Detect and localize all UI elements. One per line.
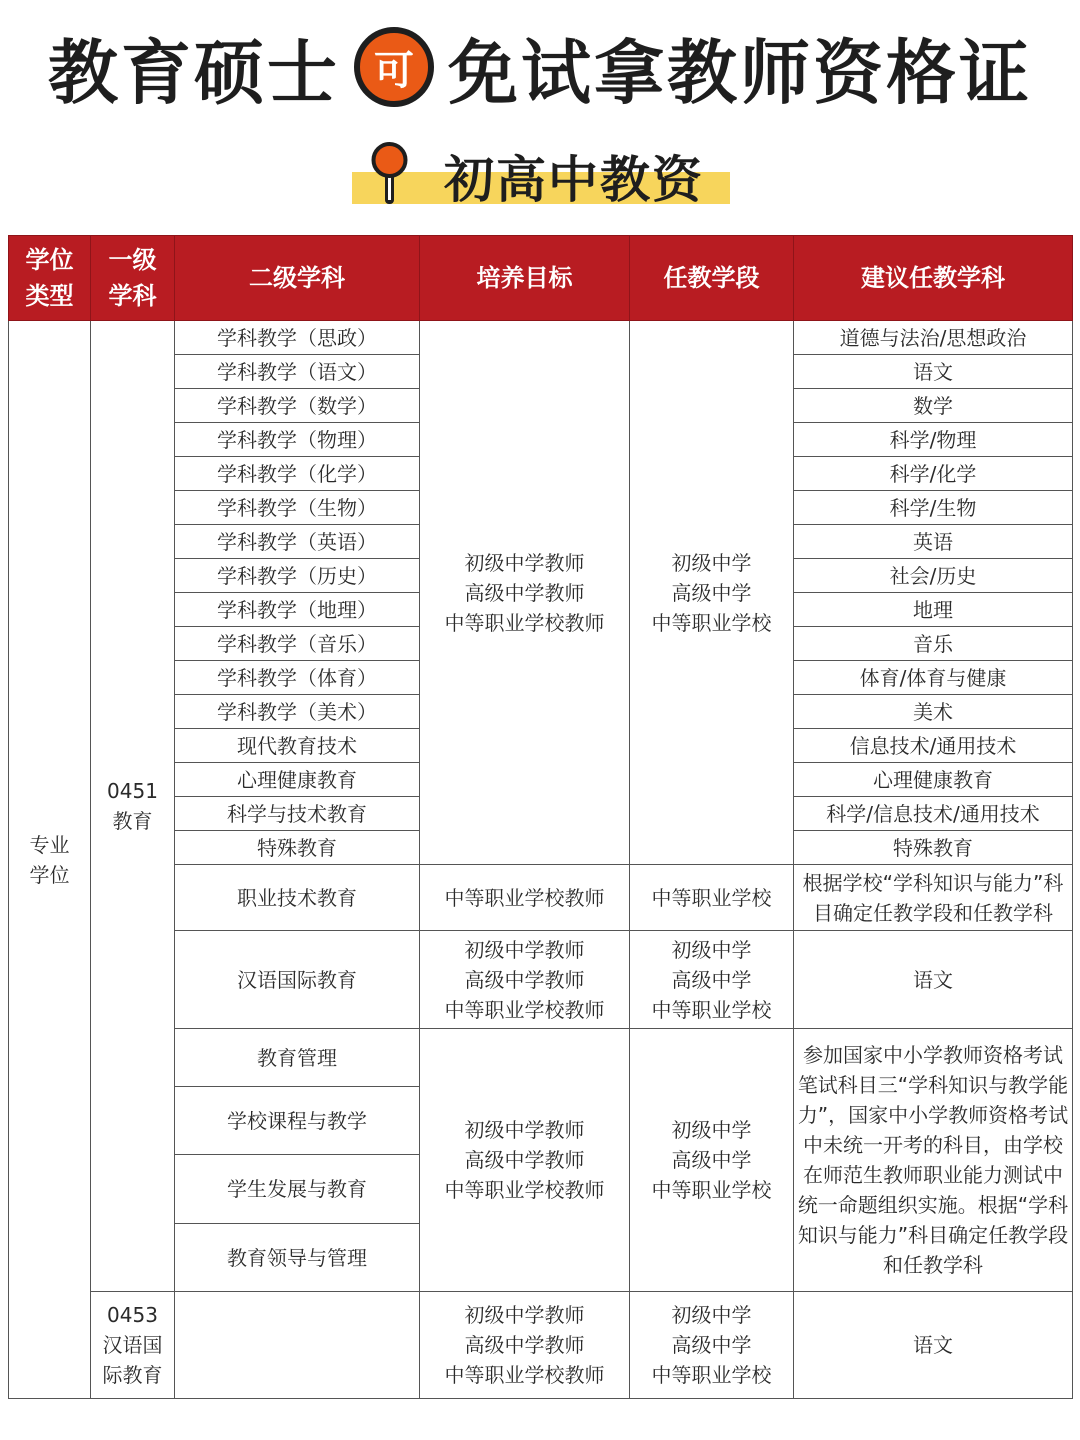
second-level-subject: 学科教学（体育）	[175, 661, 420, 695]
title-left: 教育硕士	[48, 31, 340, 114]
second-level-subject: 科学与技术教育	[175, 797, 420, 831]
suggested-subject: 参加国家中小学教师资格考试笔试科目三“学科知识与教学能力”，国家中小学教师资格考试中未统一开考的科目，由学校在师范生教师职业能力测试中统一命题组织实施。根据“学科知识与能力”科目确定任教学段和任教学科	[794, 1029, 1073, 1292]
second-level-subject: 职业技术教育	[175, 865, 420, 931]
second-level-subject: 学校课程与教学	[175, 1087, 420, 1155]
qualification-table	[8, 235, 1073, 1399]
first-level-education: 0451 教育	[91, 321, 175, 1292]
second-level-subject: 学科教学（数学）	[175, 389, 420, 423]
second-level-subject: 特殊教育	[175, 831, 420, 865]
second-level-subject: 学科教学（化学）	[175, 457, 420, 491]
goal-cell: 初级中学教师 高级中学教师 中等职业学校教师	[420, 931, 630, 1029]
second-level-subject: 教育管理	[175, 1029, 420, 1087]
second-level-subject: 教育领导与管理	[175, 1224, 420, 1292]
second-level-subject: 心理健康教育	[175, 763, 420, 797]
title-right: 免试拿教师资格证	[448, 31, 1032, 114]
second-level-subject: 学科教学（生物）	[175, 491, 420, 525]
suggested-subject: 信息技术/通用技术	[794, 729, 1073, 763]
header-first-level: 一级 学科	[91, 236, 175, 321]
suggested-subject: 社会/历史	[794, 559, 1073, 593]
stage-cell: 初级中学 高级中学 中等职业学校	[630, 931, 794, 1029]
header-row	[9, 236, 1073, 321]
suggested-subject: 数学	[794, 389, 1073, 423]
subtitle-text: 初高中教资	[444, 151, 704, 209]
second-level-subject: 学生发展与教育	[175, 1155, 420, 1224]
stage-cell: 中等职业学校	[630, 865, 794, 931]
second-level-subject: 学科教学（英语）	[175, 525, 420, 559]
second-level-subject: 学科教学（美术）	[175, 695, 420, 729]
suggested-subject: 地理	[794, 593, 1073, 627]
goal-cell: 初级中学教师 高级中学教师 中等职业学校教师	[420, 1029, 630, 1292]
header-stage: 任教学段	[630, 236, 794, 321]
suggested-subject: 语文	[794, 1292, 1073, 1399]
second-level-subject: 学科教学（思政）	[175, 321, 420, 355]
page-title	[0, 22, 1080, 112]
stage-cell: 初级中学 高级中学 中等职业学校	[630, 1029, 794, 1292]
goal-cell: 初级中学教师 高级中学教师 中等职业学校教师	[420, 1292, 630, 1399]
second-level-subject: 学科教学（音乐）	[175, 627, 420, 661]
suggested-subject: 道德与法治/思想政治	[794, 321, 1073, 355]
suggested-subject: 体育/体育与健康	[794, 661, 1073, 695]
first-level-chinese-intl: 0453 汉语国 际教育	[91, 1292, 175, 1399]
stage-cell: 初级中学 高级中学 中等职业学校	[630, 321, 794, 865]
suggested-subject: 心理健康教育	[794, 763, 1073, 797]
header-goal: 培养目标	[420, 236, 630, 321]
suggested-subject: 美术	[794, 695, 1073, 729]
second-level-subject	[175, 1292, 420, 1399]
second-level-subject: 汉语国际教育	[175, 931, 420, 1029]
header-degree-type: 学位 类型	[9, 236, 91, 321]
suggested-subject: 音乐	[794, 627, 1073, 661]
pin-icon	[368, 142, 412, 208]
suggested-subject: 语文	[794, 931, 1073, 1029]
second-level-subject: 学科教学（地理）	[175, 593, 420, 627]
subtitle	[352, 138, 732, 208]
table-row	[9, 321, 1073, 355]
suggested-subject: 语文	[794, 355, 1073, 389]
second-level-subject: 学科教学（物理）	[175, 423, 420, 457]
title-badge: 可	[354, 27, 434, 107]
suggested-subject: 科学/生物	[794, 491, 1073, 525]
header-suggested: 建议任教学科	[794, 236, 1073, 321]
suggested-subject: 科学/化学	[794, 457, 1073, 491]
header-second-level: 二级学科	[175, 236, 420, 321]
second-level-subject: 学科教学（语文）	[175, 355, 420, 389]
stage-cell: 初级中学 高级中学 中等职业学校	[630, 1292, 794, 1399]
table-row	[9, 1292, 1073, 1399]
second-level-subject: 现代教育技术	[175, 729, 420, 763]
goal-cell: 中等职业学校教师	[420, 865, 630, 931]
goal-cell: 初级中学教师 高级中学教师 中等职业学校教师	[420, 321, 630, 865]
degree-type-cell: 专业 学位	[9, 321, 91, 1399]
second-level-subject: 学科教学（历史）	[175, 559, 420, 593]
suggested-subject: 英语	[794, 525, 1073, 559]
suggested-subject: 科学/信息技术/通用技术	[794, 797, 1073, 831]
suggested-subject: 特殊教育	[794, 831, 1073, 865]
suggested-subject: 根据学校“学科知识与能力”科目确定任教学段和任教学科	[794, 865, 1073, 931]
suggested-subject: 科学/物理	[794, 423, 1073, 457]
table-body	[9, 321, 1073, 1399]
